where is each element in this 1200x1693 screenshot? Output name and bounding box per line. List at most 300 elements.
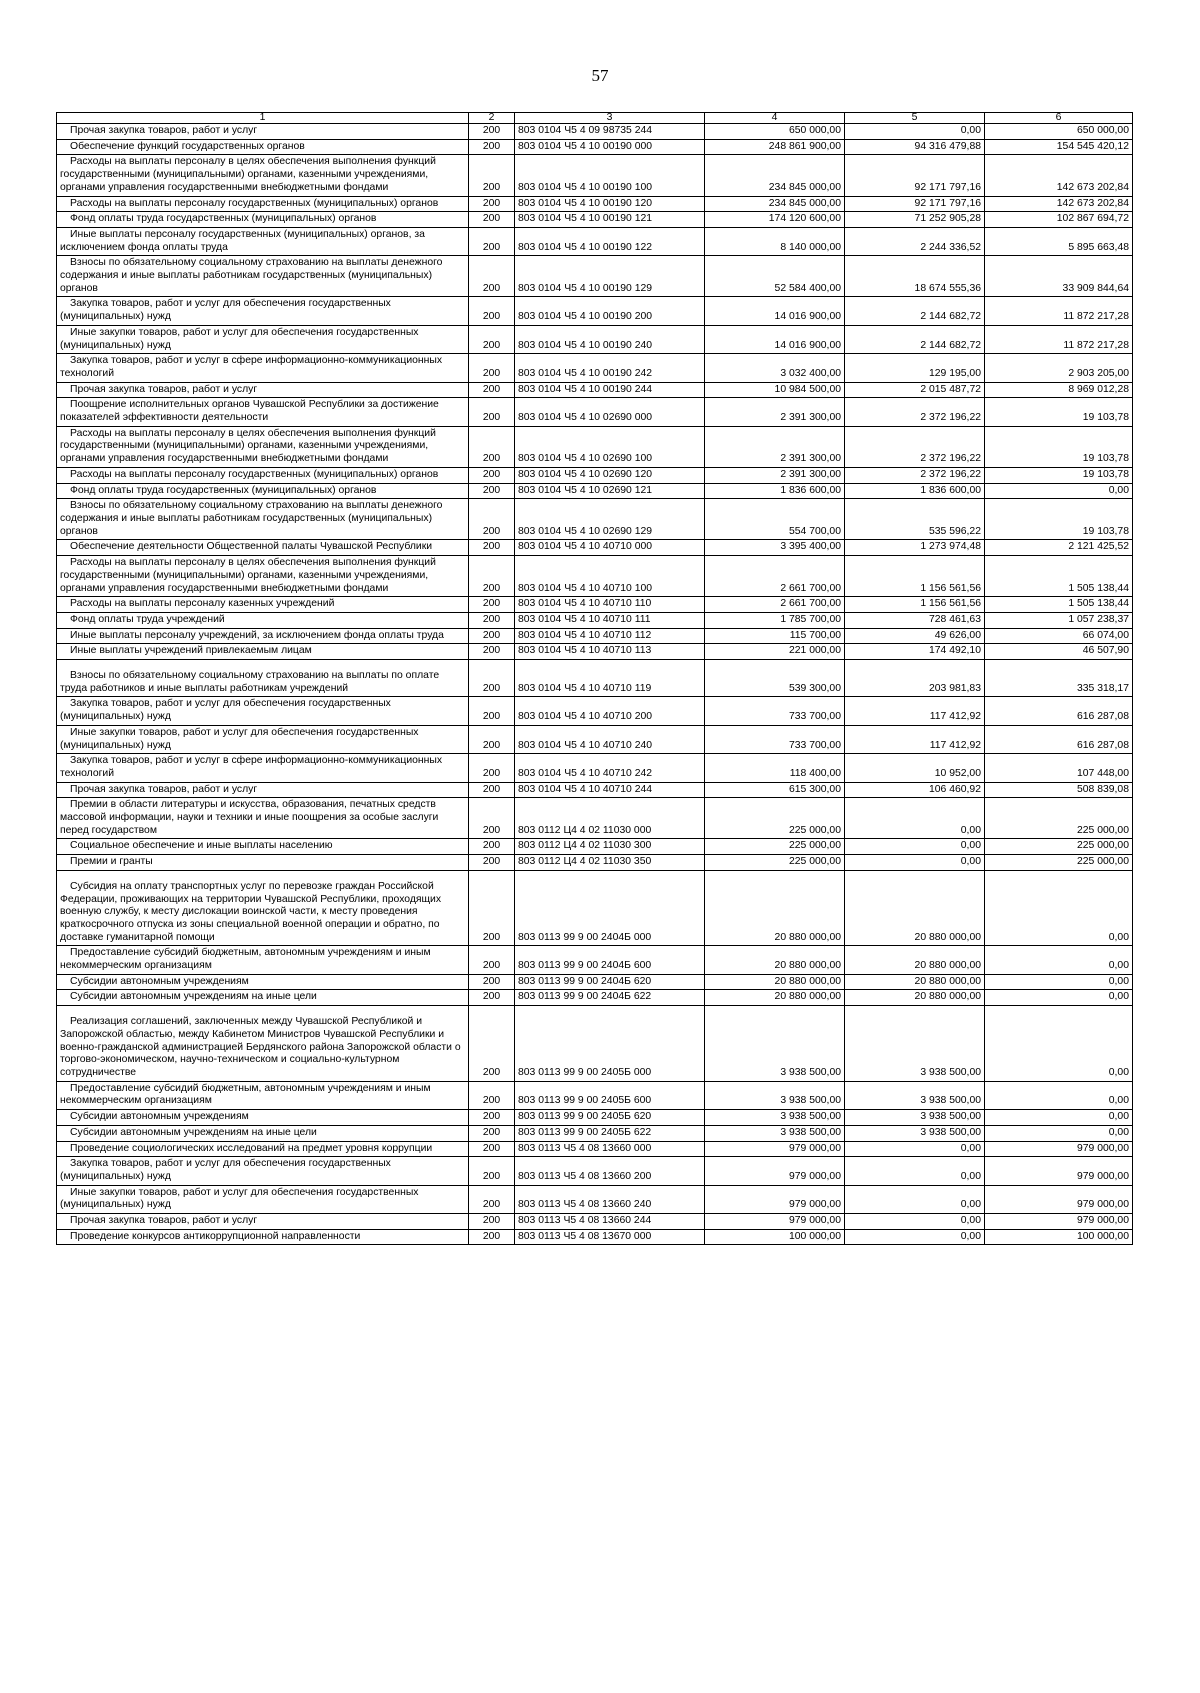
budget-classification-code-cell: 803 0113 Ч5 4 08 13660 200 (515, 1157, 705, 1185)
admin-code-cell: 200 (469, 597, 515, 613)
admin-code-cell: 200 (469, 398, 515, 426)
table-row (57, 597, 1133, 613)
unexecuted-amount-cell: 2 903 205,00 (985, 354, 1133, 382)
unexecuted-amount-cell: 335 318,17 (985, 660, 1133, 697)
executed-amount-cell: 2 144 682,72 (845, 325, 985, 353)
executed-amount-cell: 3 938 500,00 (845, 1006, 985, 1082)
admin-code-cell: 200 (469, 798, 515, 839)
executed-amount-cell: 0,00 (845, 1214, 985, 1230)
budget-classification-code-cell: 803 0104 Ч5 4 10 40710 200 (515, 697, 705, 725)
unexecuted-amount-cell: 0,00 (985, 946, 1133, 974)
expense-name-text: Прочая закупка товаров, работ и услуг (70, 125, 258, 136)
table-row (57, 540, 1133, 556)
expense-name-text: Предоставление субсидий бюджетным, автономным учреждениям и иным некоммерческим организациям (60, 947, 431, 972)
unexecuted-amount-cell: 102 867 694,72 (985, 212, 1133, 228)
admin-code-cell: 200 (469, 1081, 515, 1109)
admin-code-cell: 200 (469, 660, 515, 697)
table-row (57, 556, 1133, 597)
unexecuted-amount-cell: 142 673 202,84 (985, 155, 1133, 196)
approved-amount-cell: 2 661 700,00 (705, 597, 845, 613)
unexecuted-amount-cell: 0,00 (985, 974, 1133, 990)
table-row (57, 212, 1133, 228)
expense-name-cell (57, 990, 469, 1006)
admin-code-cell: 200 (469, 1157, 515, 1185)
expense-name-text: Расходы на выплаты персоналу в целях обеспечения выполнения функций государственными (муниципальными) органами, казенными учреждениями, органами управления государственными внебюджетными фондами (60, 156, 436, 193)
budget-classification-code-cell: 803 0104 Ч5 4 10 00190 240 (515, 325, 705, 353)
budget-classification-code-cell: 803 0104 Ч5 4 10 00190 000 (515, 139, 705, 155)
expense-name-cell (57, 499, 469, 540)
table-row (57, 139, 1133, 155)
expense-name-cell (57, 1157, 469, 1185)
budget-classification-code-cell: 803 0113 99 9 00 2405Б 600 (515, 1081, 705, 1109)
budget-classification-code-cell: 803 0104 Ч5 4 10 02690 100 (515, 426, 705, 467)
approved-amount-cell: 225 000,00 (705, 798, 845, 839)
executed-amount-cell: 1 836 600,00 (845, 483, 985, 499)
expense-name-text: Прочая закупка товаров, работ и услуг (70, 783, 258, 795)
unexecuted-amount-cell: 616 287,08 (985, 725, 1133, 753)
table-row (57, 227, 1133, 255)
expense-name-text: Реализация соглашений, заключенных между Чувашской Республикой и Запорожской областью, между Кабинетом Министров Чувашской Республики и военно-гражданской администрацией Бердянского района Запорожской области о торгово-экономическом, научно-техническом и социально-культурном сотрудничестве (60, 1016, 461, 1078)
expense-name-cell (57, 1006, 469, 1082)
expense-name-text: Прочая закупка товаров, работ и услуг (70, 1215, 258, 1227)
executed-amount-cell: 71 252 905,28 (845, 212, 985, 228)
table-row (57, 325, 1133, 353)
admin-code-cell: 200 (469, 628, 515, 644)
unexecuted-amount-cell: 508 839,08 (985, 782, 1133, 798)
expense-name-text: Субсидии автономным учреждениям на иные цели (70, 991, 317, 1003)
unexecuted-amount-cell: 2 121 425,52 (985, 540, 1133, 556)
budget-classification-code-cell: 803 0104 Ч5 4 10 02690 129 (515, 499, 705, 540)
approved-amount-cell: 2 391 300,00 (705, 426, 845, 467)
executed-amount-cell: 20 880 000,00 (845, 870, 985, 946)
approved-amount-cell: 2 391 300,00 (705, 467, 845, 483)
executed-amount-cell: 3 938 500,00 (845, 1081, 985, 1109)
admin-code-cell: 200 (469, 325, 515, 353)
unexecuted-amount-cell: 8 969 012,28 (985, 382, 1133, 398)
approved-amount-cell: 234 845 000,00 (705, 155, 845, 196)
expense-name-text: Поощрение исполнительных органов Чувашской Республики за достижение показателей эффективности деятельности (60, 399, 439, 424)
expense-name-text: Обеспечение деятельности Общественной палаты Чувашской Республики (70, 541, 433, 553)
expense-name-text: Взносы по обязательному социальному страхованию на выплаты денежного содержания и иные выплаты работникам государственных (муниципальных) органов (60, 500, 443, 537)
expense-name-cell (57, 139, 469, 155)
executed-amount-cell: 117 412,92 (845, 725, 985, 753)
table-row (57, 426, 1133, 467)
budget-classification-code-cell: 803 0113 Ч5 4 08 13670 000 (515, 1229, 705, 1245)
budget-classification-code-cell: 803 0104 Ч5 4 09 98735 244 (515, 124, 705, 140)
expense-name-text: Субсидия на оплату транспортных услуг по перевозке граждан Российской Федерации, проживающих на территории Чувашской Республики, проходящих военную службу, к месту дислокации воинской части, к месту проведения краткосрочного отпуска из зоны специальной военной операции и обратно, по доставке гуманитарной помощи (60, 880, 442, 943)
table-row (57, 256, 1133, 297)
expense-name-cell (57, 628, 469, 644)
admin-code-cell: 200 (469, 256, 515, 297)
table-row (57, 124, 1133, 140)
expense-name-text: Обеспечение функций государственных органов (70, 140, 305, 152)
expense-name-cell (57, 227, 469, 255)
table-row (57, 1229, 1133, 1245)
admin-code-cell: 200 (469, 754, 515, 782)
executed-amount-cell: 3 938 500,00 (845, 1125, 985, 1141)
expense-name-text: Иные выплаты персоналу учреждений, за исключением фонда оплаты труда (70, 629, 444, 641)
column-header-4: 4 (705, 113, 845, 124)
budget-classification-code-cell: 803 0104 Ч5 4 10 40710 113 (515, 644, 705, 660)
admin-code-cell: 200 (469, 644, 515, 660)
unexecuted-amount-cell: 107 448,00 (985, 754, 1133, 782)
budget-classification-code-cell: 803 0104 Ч5 4 10 40710 112 (515, 628, 705, 644)
expense-name-text: Расходы на выплаты персоналу в целях обеспечения выполнения функций государственными (муниципальными) органами, казенными учреждениями, органами управления государственными внебюджетными фондами (60, 427, 436, 465)
unexecuted-amount-cell: 979 000,00 (985, 1185, 1133, 1213)
admin-code-cell: 200 (469, 782, 515, 798)
table-row (57, 196, 1133, 212)
column-header-2: 2 (469, 113, 515, 124)
table-row (57, 1081, 1133, 1109)
executed-amount-cell: 20 880 000,00 (845, 946, 985, 974)
expense-name-text: Субсидии автономным учреждениям (70, 975, 249, 987)
admin-code-cell: 200 (469, 196, 515, 212)
admin-code-cell: 200 (469, 1185, 515, 1213)
executed-amount-cell: 1 156 561,56 (845, 597, 985, 613)
expense-name-text: Взносы по обязательному социальному страхованию на выплаты по оплате труда работников и иные выплаты работникам учреждений (60, 670, 440, 694)
executed-amount-cell: 20 880 000,00 (845, 990, 985, 1006)
expense-name-cell (57, 483, 469, 499)
budget-classification-code-cell: 803 0104 Ч5 4 10 00190 129 (515, 256, 705, 297)
unexecuted-amount-cell: 46 507,90 (985, 644, 1133, 660)
unexecuted-amount-cell: 66 074,00 (985, 628, 1133, 644)
executed-amount-cell: 3 938 500,00 (845, 1110, 985, 1126)
expense-name-text: Фонд оплаты труда государственных (муниципальных) органов (70, 213, 377, 225)
executed-amount-cell: 1 156 561,56 (845, 556, 985, 597)
unexecuted-amount-cell: 225 000,00 (985, 798, 1133, 839)
admin-code-cell: 200 (469, 839, 515, 855)
budget-classification-code-cell: 803 0113 Ч5 4 08 13660 244 (515, 1214, 705, 1230)
unexecuted-amount-cell: 0,00 (985, 990, 1133, 1006)
budget-classification-code-cell: 803 0104 Ч5 4 10 00190 242 (515, 354, 705, 382)
expense-name-cell (57, 325, 469, 353)
unexecuted-amount-cell: 19 103,78 (985, 426, 1133, 467)
expense-name-cell (57, 946, 469, 974)
budget-classification-code-cell: 803 0112 Ц4 4 02 11030 000 (515, 798, 705, 839)
admin-code-cell: 200 (469, 1229, 515, 1245)
budget-classification-code-cell: 803 0104 Ч5 4 10 40710 111 (515, 612, 705, 628)
expense-name-text: Иные выплаты персоналу государственных (муниципальных) органов, за исключением фонда оплаты труда (60, 228, 425, 253)
column-header-1: 1 (57, 113, 469, 124)
expense-name-text: Расходы на выплаты персоналу казенных учреждений (70, 598, 335, 610)
approved-amount-cell: 733 700,00 (705, 697, 845, 725)
approved-amount-cell: 8 140 000,00 (705, 227, 845, 255)
table-row (57, 1110, 1133, 1126)
budget-classification-code-cell: 803 0104 Ч5 4 10 40710 240 (515, 725, 705, 753)
expense-name-cell (57, 870, 469, 946)
table-row (57, 839, 1133, 855)
table-row (57, 697, 1133, 725)
approved-amount-cell: 20 880 000,00 (705, 946, 845, 974)
approved-amount-cell: 248 861 900,00 (705, 139, 845, 155)
expense-name-cell (57, 697, 469, 725)
expense-name-cell (57, 1185, 469, 1213)
expense-name-text: Закупка товаров, работ и услуг в сфере информационно-коммуникационных технологий (60, 755, 443, 779)
expense-name-text: Закупка товаров, работ и услуг для обеспечения государственных (муниципальных) нужд (60, 1158, 391, 1182)
executed-amount-cell: 0,00 (845, 1229, 985, 1245)
expense-name-cell (57, 612, 469, 628)
executed-amount-cell: 94 316 479,88 (845, 139, 985, 155)
budget-classification-code-cell: 803 0104 Ч5 4 10 40710 244 (515, 782, 705, 798)
table-row (57, 1214, 1133, 1230)
budget-classification-code-cell: 803 0104 Ч5 4 10 00190 120 (515, 196, 705, 212)
expense-name-cell (57, 297, 469, 325)
unexecuted-amount-cell: 650 000,00 (985, 124, 1133, 140)
executed-amount-cell: 174 492,10 (845, 644, 985, 660)
approved-amount-cell: 100 000,00 (705, 1229, 845, 1245)
unexecuted-amount-cell: 1 505 138,44 (985, 556, 1133, 597)
executed-amount-cell: 0,00 (845, 839, 985, 855)
approved-amount-cell: 2 391 300,00 (705, 398, 845, 426)
executed-amount-cell: 2 015 487,72 (845, 382, 985, 398)
executed-amount-cell: 2 372 196,22 (845, 398, 985, 426)
approved-amount-cell: 979 000,00 (705, 1214, 845, 1230)
admin-code-cell: 200 (469, 540, 515, 556)
expense-name-cell (57, 398, 469, 426)
approved-amount-cell: 20 880 000,00 (705, 990, 845, 1006)
column-header-6: 6 (985, 113, 1133, 124)
admin-code-cell: 200 (469, 227, 515, 255)
unexecuted-amount-cell: 11 872 217,28 (985, 297, 1133, 325)
expense-name-cell (57, 1110, 469, 1126)
table-row (57, 754, 1133, 782)
unexecuted-amount-cell: 0,00 (985, 483, 1133, 499)
table-row (57, 1141, 1133, 1157)
approved-amount-cell: 20 880 000,00 (705, 870, 845, 946)
approved-amount-cell: 3 032 400,00 (705, 354, 845, 382)
unexecuted-amount-cell: 225 000,00 (985, 839, 1133, 855)
table-row (57, 1185, 1133, 1213)
budget-classification-code-cell: 803 0104 Ч5 4 10 02690 000 (515, 398, 705, 426)
approved-amount-cell: 221 000,00 (705, 644, 845, 660)
table-row (57, 974, 1133, 990)
expense-name-text: Премии и гранты (70, 856, 153, 868)
approved-amount-cell: 1 836 600,00 (705, 483, 845, 499)
approved-amount-cell: 979 000,00 (705, 1157, 845, 1185)
expense-name-cell (57, 556, 469, 597)
executed-amount-cell: 129 195,00 (845, 354, 985, 382)
expense-name-cell (57, 725, 469, 753)
approved-amount-cell: 979 000,00 (705, 1141, 845, 1157)
admin-code-cell: 200 (469, 556, 515, 597)
admin-code-cell: 200 (469, 612, 515, 628)
table-row (57, 1157, 1133, 1185)
expense-name-cell (57, 1081, 469, 1109)
table-row (57, 1125, 1133, 1141)
unexecuted-amount-cell: 0,00 (985, 1081, 1133, 1109)
expense-name-text: Проведение конкурсов антикоррупционной направленности (70, 1230, 361, 1242)
table-row (57, 798, 1133, 839)
expense-name-cell (57, 212, 469, 228)
unexecuted-amount-cell: 225 000,00 (985, 855, 1133, 871)
unexecuted-amount-cell: 616 287,08 (985, 697, 1133, 725)
approved-amount-cell: 3 938 500,00 (705, 1110, 845, 1126)
table-row (57, 483, 1133, 499)
budget-classification-code-cell: 803 0104 Ч5 4 10 40710 110 (515, 597, 705, 613)
expense-name-cell (57, 782, 469, 798)
budget-classification-code-cell: 803 0113 99 9 00 2404Б 622 (515, 990, 705, 1006)
expense-name-text: Фонд оплаты труда учреждений (70, 613, 225, 625)
budget-classification-code-cell: 803 0112 Ц4 4 02 11030 300 (515, 839, 705, 855)
unexecuted-amount-cell: 19 103,78 (985, 499, 1133, 540)
expense-name-text: Закупка товаров, работ и услуг для обеспечения государственных (муниципальных) нужд (60, 298, 391, 323)
executed-amount-cell: 92 171 797,16 (845, 155, 985, 196)
expense-name-text: Предоставление субсидий бюджетным, автономным учреждениям и иным некоммерческим организациям (60, 1082, 431, 1107)
budget-classification-code-cell: 803 0104 Ч5 4 10 40710 000 (515, 540, 705, 556)
budget-classification-code-cell: 803 0104 Ч5 4 10 00190 122 (515, 227, 705, 255)
approved-amount-cell: 615 300,00 (705, 782, 845, 798)
expense-name-text: Иные выплаты учреждений привлекаемым лицам (70, 645, 312, 657)
expense-name-cell (57, 974, 469, 990)
unexecuted-amount-cell: 19 103,78 (985, 467, 1133, 483)
table-row (57, 155, 1133, 196)
admin-code-cell: 200 (469, 1110, 515, 1126)
unexecuted-amount-cell: 979 000,00 (985, 1214, 1133, 1230)
admin-code-cell: 200 (469, 426, 515, 467)
approved-amount-cell: 52 584 400,00 (705, 256, 845, 297)
expense-name-text: Закупка товаров, работ и услуг для обеспечения государственных (муниципальных) нужд (60, 698, 391, 723)
approved-amount-cell: 20 880 000,00 (705, 974, 845, 990)
admin-code-cell: 200 (469, 212, 515, 228)
expense-name-cell (57, 660, 469, 697)
expense-name-cell (57, 1141, 469, 1157)
table-row (57, 870, 1133, 946)
expense-name-text: Расходы на выплаты персоналу государственных (муниципальных) органов (70, 468, 439, 480)
admin-code-cell: 200 (469, 382, 515, 398)
budget-classification-code-cell: 803 0113 99 9 00 2405Б 620 (515, 1110, 705, 1126)
admin-code-cell: 200 (469, 946, 515, 974)
budget-classification-code-cell: 803 0104 Ч5 4 10 40710 242 (515, 754, 705, 782)
approved-amount-cell: 234 845 000,00 (705, 196, 845, 212)
admin-code-cell: 200 (469, 1214, 515, 1230)
table-row (57, 855, 1133, 871)
unexecuted-amount-cell: 1 505 138,44 (985, 597, 1133, 613)
approved-amount-cell: 733 700,00 (705, 725, 845, 753)
expense-name-text: Расходы на выплаты персоналу государственных (муниципальных) органов (70, 197, 439, 209)
expense-name-text: Субсидии автономным учреждениям на иные цели (70, 1126, 317, 1138)
expense-name-cell (57, 1229, 469, 1245)
approved-amount-cell: 539 300,00 (705, 660, 845, 697)
budget-classification-code-cell: 803 0112 Ц4 4 02 11030 350 (515, 855, 705, 871)
budget-classification-code-cell: 803 0113 Ч5 4 08 13660 240 (515, 1185, 705, 1213)
approved-amount-cell: 979 000,00 (705, 1185, 845, 1213)
executed-amount-cell: 0,00 (845, 855, 985, 871)
executed-amount-cell: 2 372 196,22 (845, 467, 985, 483)
unexecuted-amount-cell: 33 909 844,64 (985, 256, 1133, 297)
executed-amount-cell: 728 461,63 (845, 612, 985, 628)
expense-name-cell (57, 754, 469, 782)
approved-amount-cell: 115 700,00 (705, 628, 845, 644)
page-number: 57 (591, 66, 609, 85)
executed-amount-cell: 117 412,92 (845, 697, 985, 725)
budget-classification-code-cell: 803 0104 Ч5 4 10 00190 121 (515, 212, 705, 228)
admin-code-cell: 200 (469, 855, 515, 871)
approved-amount-cell: 10 984 500,00 (705, 382, 845, 398)
unexecuted-amount-cell: 142 673 202,84 (985, 196, 1133, 212)
executed-amount-cell: 2 144 682,72 (845, 297, 985, 325)
executed-amount-cell: 2 372 196,22 (845, 426, 985, 467)
table-row (57, 398, 1133, 426)
admin-code-cell: 200 (469, 354, 515, 382)
table-row (57, 946, 1133, 974)
table-row (57, 382, 1133, 398)
executed-amount-cell: 106 460,92 (845, 782, 985, 798)
approved-amount-cell: 14 016 900,00 (705, 325, 845, 353)
expense-name-text: Иные закупки товаров, работ и услуг для обеспечения государственных (муниципальных) нужд (60, 326, 419, 351)
table-row (57, 499, 1133, 540)
expense-name-text: Прочая закупка товаров, работ и услуг (70, 383, 258, 395)
approved-amount-cell: 225 000,00 (705, 855, 845, 871)
budget-classification-code-cell: 803 0104 Ч5 4 10 00190 200 (515, 297, 705, 325)
executed-amount-cell: 0,00 (845, 124, 985, 140)
executed-amount-cell: 1 273 974,48 (845, 540, 985, 556)
table-row (57, 297, 1133, 325)
approved-amount-cell: 225 000,00 (705, 839, 845, 855)
approved-amount-cell: 2 661 700,00 (705, 556, 845, 597)
expense-name-text: Иные закупки товаров, работ и услуг для обеспечения государственных (муниципальных) нужд (60, 726, 419, 751)
executed-amount-cell: 0,00 (845, 1185, 985, 1213)
expense-name-cell (57, 1214, 469, 1230)
approved-amount-cell: 650 000,00 (705, 124, 845, 140)
executed-amount-cell: 0,00 (845, 1141, 985, 1157)
budget-classification-code-cell: 803 0113 99 9 00 2404Б 600 (515, 946, 705, 974)
expense-name-cell (57, 1125, 469, 1141)
approved-amount-cell: 118 400,00 (705, 754, 845, 782)
budget-classification-code-cell: 803 0113 99 9 00 2405Б 622 (515, 1125, 705, 1141)
unexecuted-amount-cell: 154 545 420,12 (985, 139, 1133, 155)
expense-name-cell (57, 124, 469, 140)
approved-amount-cell: 554 700,00 (705, 499, 845, 540)
admin-code-cell: 200 (469, 483, 515, 499)
unexecuted-amount-cell: 19 103,78 (985, 398, 1133, 426)
expense-name-text: Социальное обеспечение и иные выплаты населению (70, 840, 333, 852)
column-header-5: 5 (845, 113, 985, 124)
table-row (57, 990, 1133, 1006)
approved-amount-cell: 1 785 700,00 (705, 612, 845, 628)
approved-amount-cell: 174 120 600,00 (705, 212, 845, 228)
admin-code-cell: 200 (469, 139, 515, 155)
expense-name-text: Взносы по обязательному социальному страхованию на выплаты денежного содержания и иные выплаты работникам государственных (муниципальных) органов (60, 257, 443, 294)
executed-amount-cell: 20 880 000,00 (845, 974, 985, 990)
admin-code-cell: 200 (469, 499, 515, 540)
executed-amount-cell: 49 626,00 (845, 628, 985, 644)
admin-code-cell: 200 (469, 124, 515, 140)
column-number-row (57, 113, 1133, 124)
expense-name-cell (57, 196, 469, 212)
expense-name-cell (57, 467, 469, 483)
budget-classification-code-cell: 803 0113 99 9 00 2405Б 000 (515, 1006, 705, 1082)
budget-classification-code-cell: 803 0104 Ч5 4 10 02690 120 (515, 467, 705, 483)
budget-classification-code-cell: 803 0113 Ч5 4 08 13660 000 (515, 1141, 705, 1157)
executed-amount-cell: 10 952,00 (845, 754, 985, 782)
admin-code-cell: 200 (469, 1125, 515, 1141)
approved-amount-cell: 3 938 500,00 (705, 1081, 845, 1109)
budget-classification-code-cell: 803 0104 Ч5 4 10 40710 100 (515, 556, 705, 597)
admin-code-cell: 200 (469, 155, 515, 196)
unexecuted-amount-cell: 0,00 (985, 870, 1133, 946)
executed-amount-cell: 0,00 (845, 1157, 985, 1185)
admin-code-cell: 200 (469, 870, 515, 946)
unexecuted-amount-cell: 979 000,00 (985, 1157, 1133, 1185)
column-header-3: 3 (515, 113, 705, 124)
admin-code-cell: 200 (469, 725, 515, 753)
admin-code-cell: 200 (469, 1006, 515, 1082)
admin-code-cell: 200 (469, 990, 515, 1006)
table-row (57, 467, 1133, 483)
admin-code-cell: 200 (469, 1141, 515, 1157)
expense-name-cell (57, 839, 469, 855)
budget-classification-code-cell: 803 0104 Ч5 4 10 00190 100 (515, 155, 705, 196)
